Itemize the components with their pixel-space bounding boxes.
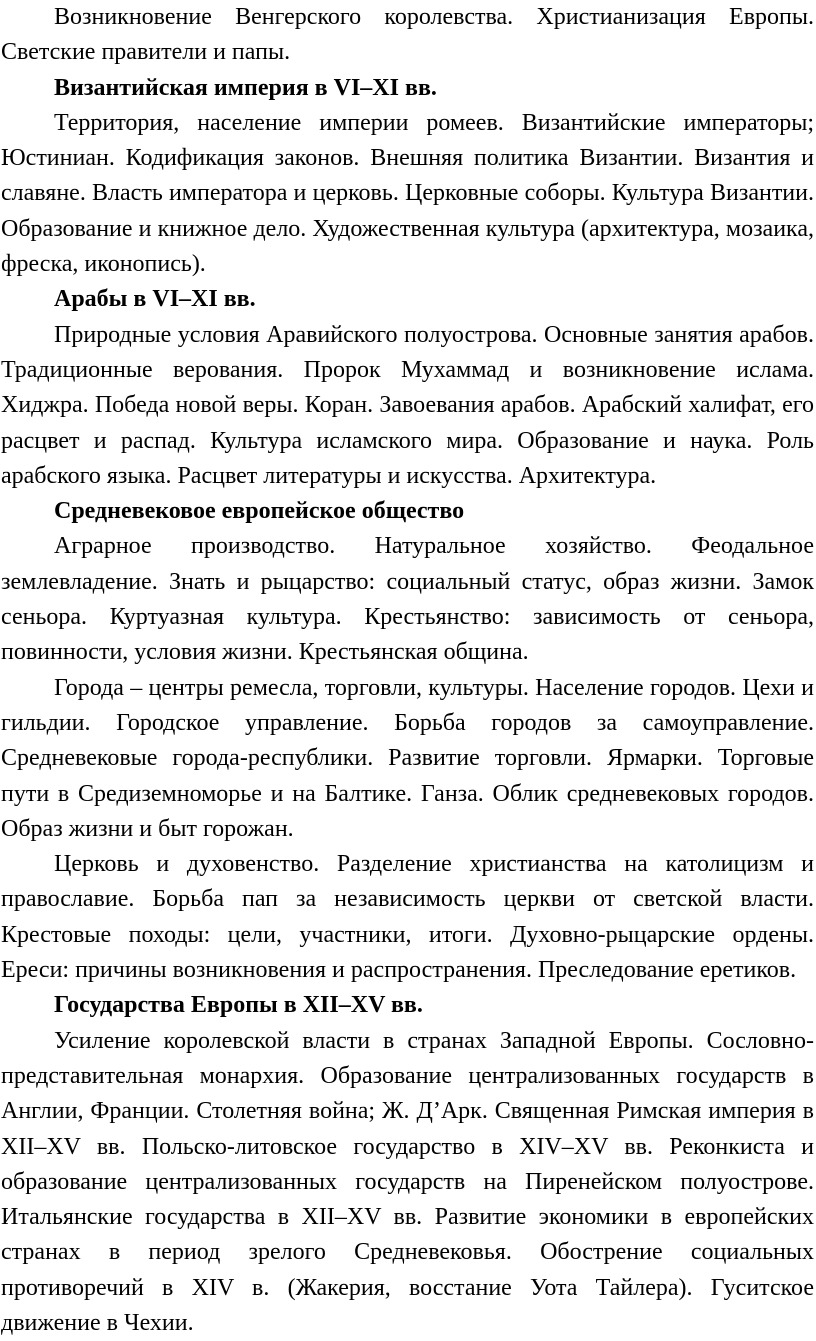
paragraph-hungary-christianization: Возникновение Венгерского королевства. Христианизация Европы. Светские правители и папы. bbox=[1, 4, 814, 66]
paragraph-byzantium: Территория, население империи ромеев. Византийские императоры; Юстиниан. Кодификация законов. Внешняя политика Византии. Византия и славяне. Власть императора и церковь. Церковные соборы. Культура Византии. Образование и книжное дело. Художественная культура (архитектура, мозаика, фреска, иконопись). bbox=[1, 109, 814, 278]
paragraph-cities: Города – центры ремесла, торговли, культуры. Население городов. Цехи и гильдии. Городское управление. Борьба городов за самоуправление. Средневековые города-республики. Развитие торговли. Ярмарки. Торговые пути в Средиземноморье и на Балтике. Ганза. Облик средневековых городов. Образ жизни и быт горожан. bbox=[1, 674, 814, 842]
heading-european-states: Государства Европы в XII–XV вв. bbox=[54, 992, 423, 1019]
paragraph-church: Церковь и духовенство. Разделение христианства на католицизм и православие. Борьба пап за независимость церкви от светской власти. Крестовые походы: цели, участники, итоги. Духовно-рыцарские ордены. Ереси: причины возникновения и распространения. Преследование еретиков. bbox=[1, 851, 814, 984]
heading-arabs: Арабы в VI–XI вв. bbox=[54, 286, 256, 313]
paragraph-european-states: Усиление королевской власти в странах Западной Европы. Сословно-представительная монархия. Образование централизованных государств в Англии, Франции. Столетняя война; Ж. Д’Арк. Священная Римская империя в XII–XV вв. Польско-литовское государство в XIV–XV вв. Реконкиста и образование централизованных государств на Пиренейском полуострове. Итальянские государства в XII–XV вв. Развитие экономики в европейских странах в период зрелого Средневековья. Обострение социальных противоречий в XIV в. (Жакерия, восстание Уота Тайлера). Гуситское движение в Чехии. bbox=[1, 1027, 814, 1336]
heading-byzantine-empire: Византийская империя в VI–XI вв. bbox=[54, 74, 437, 101]
paragraph-feudal-society: Аграрное производство. Натуральное хозяйство. Феодальное землевладение. Знать и рыцарство: социальный статус, образ жизни. Замок сеньора. Куртуазная культура. Крестьянство: зависимость от сеньора, повинности, условия жизни. Крестьянская община. bbox=[1, 533, 814, 666]
heading-medieval-society: Средневековое европейское общество bbox=[54, 498, 465, 525]
paragraph-arabs: Природные условия Аравийского полуострова. Основные занятия арабов. Традиционные верования. Пророк Мухаммад и возникновение ислама. Хиджра. Победа новой веры. Коран. Завоевания арабов. Арабский халифат, его расцвет и распад. Культура исламского мира. Образование и наука. Роль арабского языка. Расцвет литературы и искусства. Архитектура. bbox=[1, 321, 814, 489]
